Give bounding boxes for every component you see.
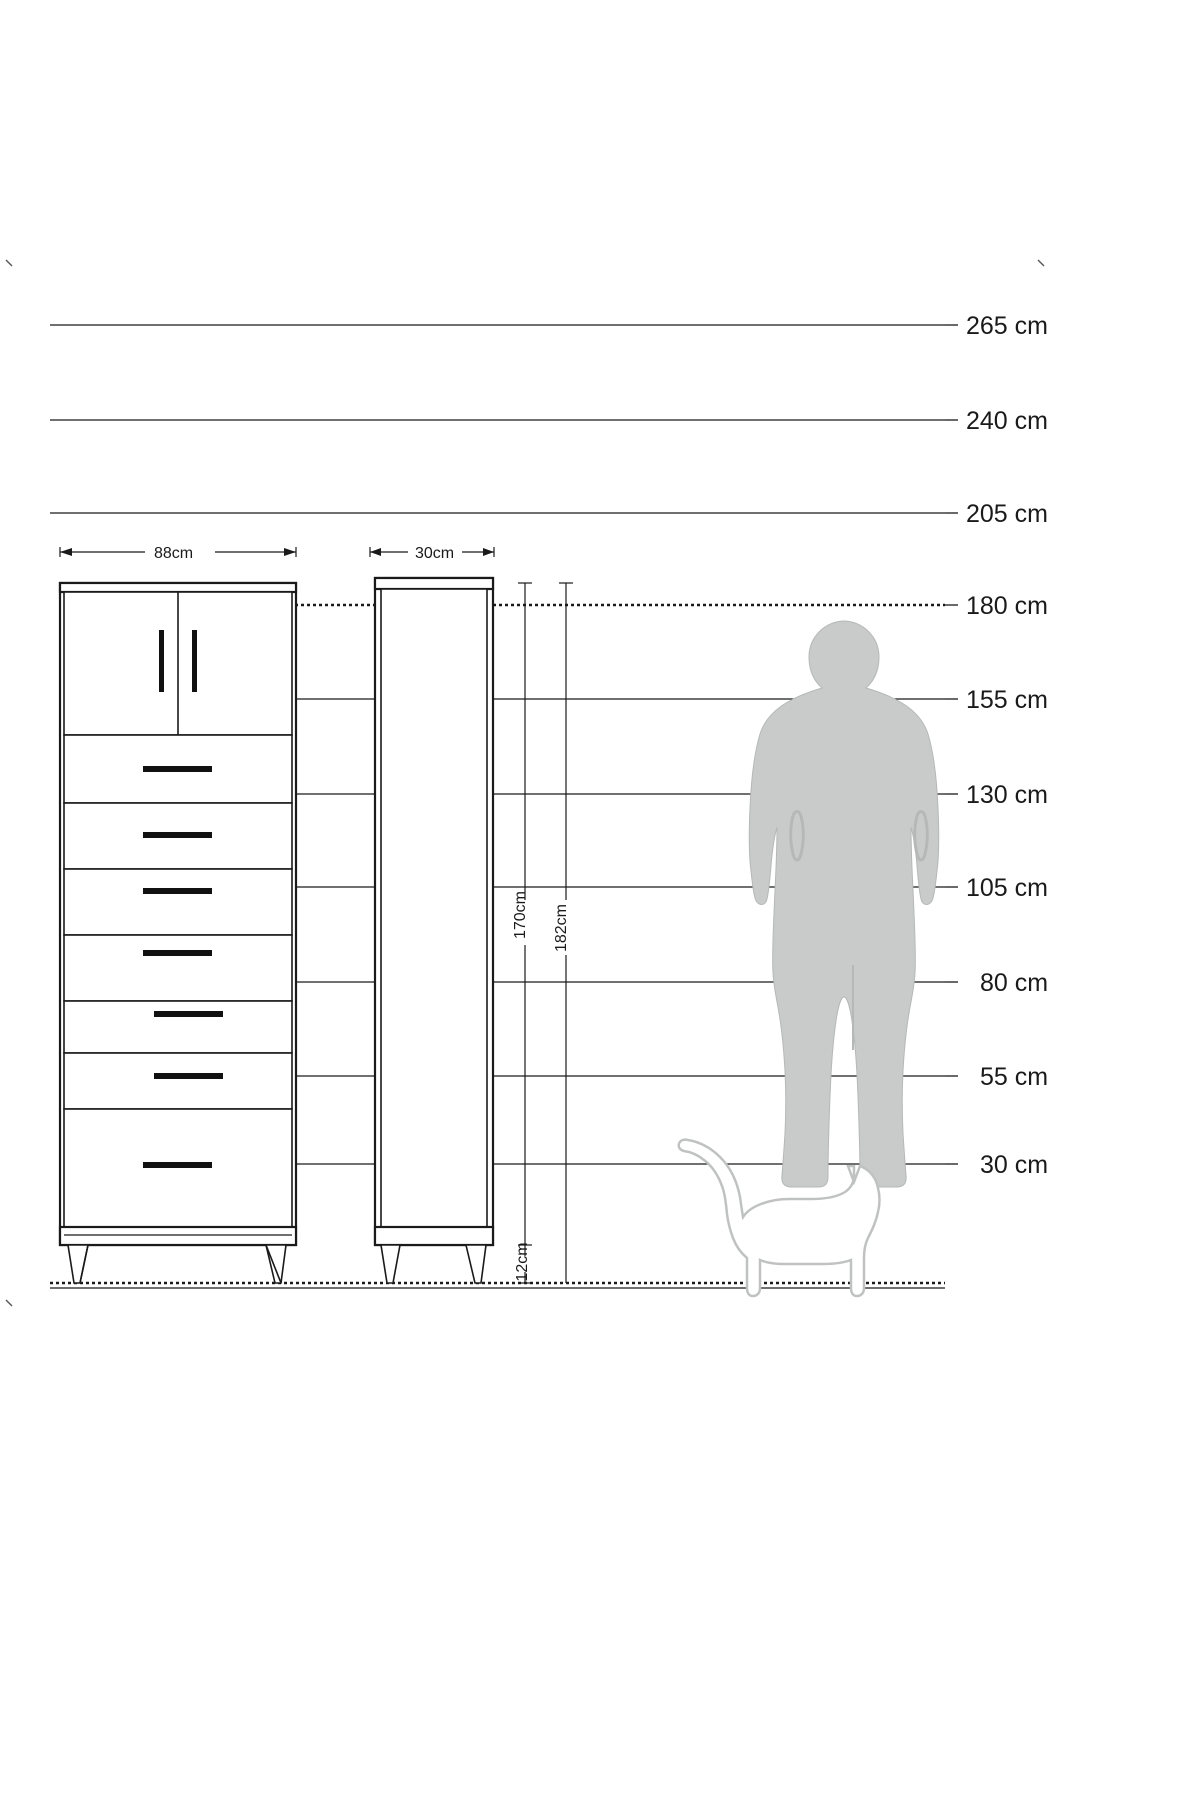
drawer-handle[interactable] (143, 1162, 212, 1168)
cabinet-tall-narrow[interactable] (375, 578, 493, 1283)
scale-label-180: 180 cm (966, 592, 1048, 620)
drawer-6[interactable] (64, 1053, 292, 1109)
scale-label-265: 265 cm (966, 312, 1048, 340)
scale-label-130: 130 cm (966, 781, 1048, 809)
drawer-5[interactable] (64, 1001, 292, 1053)
cat-silhouette (679, 1140, 880, 1296)
drawer-handle[interactable] (154, 1073, 223, 1079)
cabinet-legs (381, 1245, 486, 1283)
width-label-30cm: 30cm (415, 545, 455, 562)
scale-label-55: 55 cm (980, 1063, 1049, 1091)
drawer-3[interactable] (64, 869, 292, 935)
drawer-4[interactable] (64, 935, 292, 1001)
door-handle-right[interactable] (192, 630, 197, 692)
drawer-handle[interactable] (143, 766, 212, 772)
drawer-1[interactable] (64, 735, 292, 803)
scale-label-205: 205 cm (966, 500, 1048, 528)
drawer-handle[interactable] (143, 950, 212, 956)
height-label-170cm: 170cm (512, 890, 529, 940)
scale-label-240: 240 cm (966, 407, 1048, 435)
drawer-2[interactable] (64, 803, 292, 869)
cabinet-chest-of-drawers[interactable] (60, 583, 296, 1283)
scale-label-30: 30 cm (980, 1151, 1049, 1179)
drawer-handle[interactable] (154, 1011, 223, 1017)
floor-line (50, 1283, 945, 1288)
cabinet-legs (68, 1245, 286, 1283)
height-label-12cm: 12cm (514, 1242, 531, 1282)
door-handle-left[interactable] (159, 630, 164, 692)
height-label-182cm: 182cm (553, 903, 570, 953)
drawer-handle[interactable] (143, 832, 212, 838)
scale-label-105: 105 cm (966, 874, 1048, 902)
scale-label-155: 155 cm (966, 686, 1048, 714)
drawer-7[interactable] (64, 1109, 292, 1227)
man-silhouette (749, 621, 938, 1187)
drawer-handle[interactable] (143, 888, 212, 894)
width-label-88cm: 88cm (154, 545, 194, 562)
cabinet-upper-doors[interactable] (64, 592, 292, 735)
scale-label-80: 80 cm (980, 969, 1049, 997)
